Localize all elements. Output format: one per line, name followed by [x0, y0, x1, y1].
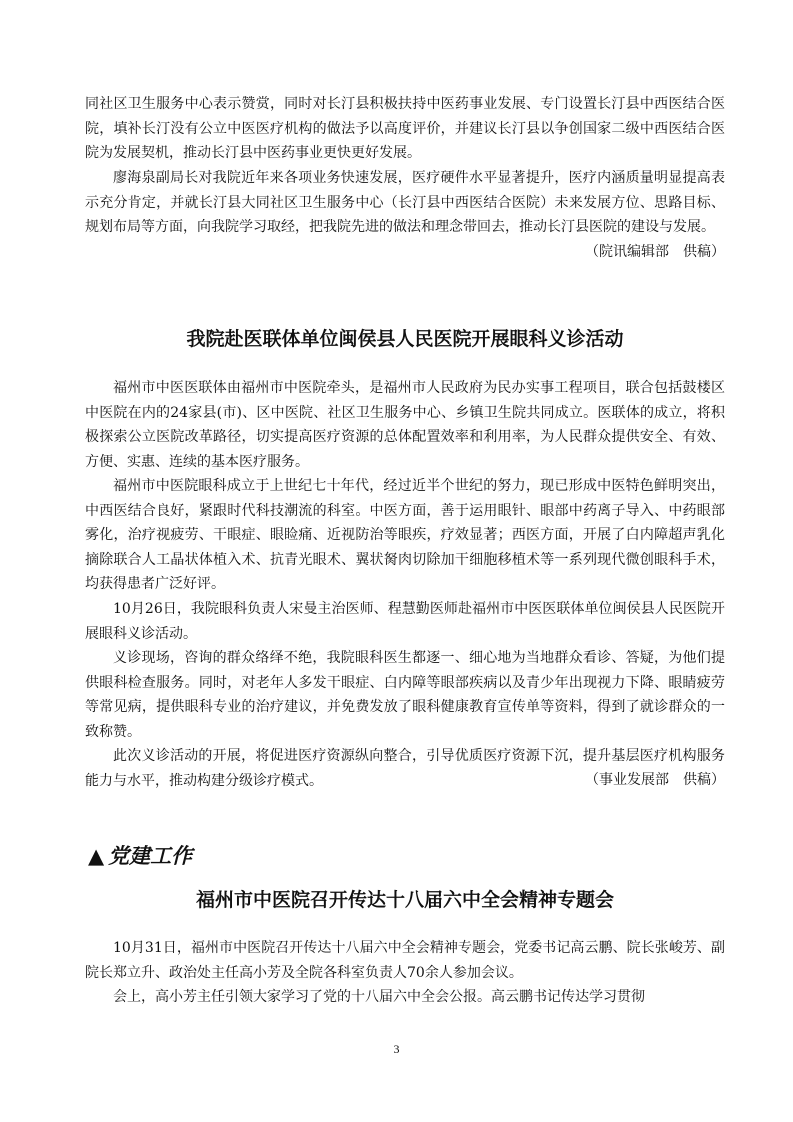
body-paragraph — [85, 166, 725, 240]
body-paragraph: 此次义诊活动的开展，将促进医疗资源纵向整合，引导优质医疗资源下沉，提升基层医疗机构服务能力与水平，推动构建分级诊疗模式。 — [85, 748, 725, 789]
paragraph-text: 廖海泉副局长对我院近年来各项业务快速发展，医疗硬件水平显著提升，医疗内涵质量明显提高表示充分肯定，并就长汀县大同社区卫生服务中心（长汀县中西医结合医院）未来发展方位、思路目标、规划布局等方面，向我院学习取经，把我院先进的做法和理念带回去，推动长汀县医院的建设与发展。 — [85, 170, 725, 235]
body-paragraph: 10月26日，我院眼科负责人宋曼主治医师、程慧勤医师赴福州市中医医联体单位闽侯县人民医院开展眼科义诊活动。 — [85, 601, 725, 642]
body-paragraph: 同社区卫生服务中心表示赞赏，同时对长汀县积极扶持中医药事业发展、专门设置长汀县中西医结合医院，填补长汀没有公立中医医疗机构的做法予以高度评价，并建议长汀县以争创国家二级中西医结合医院为发展契机，推动长汀县中医药事业更快更好发展。 — [85, 96, 725, 161]
body-paragraph: 义诊现场，咨询的群众络绎不绝，我院眼科医生都逐一、细心地为当地群众看诊、答疑，为他们提供眼科检查服务。同时，对老年人多发干眼症、白内障等眼部疾病以及青少年出现视力下降、眼睛疲劳等常见病，提供眼科专业的治疗建议，并免费发放了眼科健康教育宣传单等资料，得到了就诊群众的一致称赞。 — [85, 650, 725, 740]
article-title: 我院赴医联体单位闽侯县人民医院开展眼科义诊活动 — [186, 328, 624, 350]
article-title: 福州市中医院召开传达十八届六中全会精神专题会 — [195, 889, 614, 911]
body-paragraph: 10月31日，福州市中医院召开传达十八届六中全会精神专题会，党委书记高云鹏、院长张峻芳、副院长郑立升、政治处主任高小芳及全院各科室负责人70余人参加会议。 — [85, 940, 725, 981]
section-header — [88, 843, 192, 869]
section-label: 党建工作 — [108, 844, 193, 868]
article-credit: （事业发展部 供稿） — [585, 772, 725, 788]
body-paragraph: 福州市中医医联体由福州市中医院牵头，是福州市人民政府为民办实事工程项目，联合包括鼓楼区中医院在内的24家县(市)、区中医院、社区卫生服务中心、乡镇卫生院共同成立。医联体的成立，将积极探索公立医院改革路径，切实提高医疗资源的总体配置效率和利用率，为人民群众提供安全、有效、方便、实惠、连续的基本医疗服务。 — [85, 380, 725, 470]
body-paragraph: 会上，高小芳主任引领大家学习了党的十八届六中全会公报。高云鹏书记传达学习贯彻 — [113, 989, 645, 1005]
page-number: 3 — [393, 1042, 400, 1056]
article-credit: （院讯编辑部 供稿） — [585, 244, 725, 260]
body-paragraph: 福州市中医院眼科成立于上世纪七十年代，经过近半个世纪的努力，现已形成中医特色鲜明突出，中西医结合良好，紧跟时代科技潮流的科室。中医方面，善于运用眼针、眼部中药离子导入、中药眼部雾化，治疗视疲劳、干眼症、眼睑痛、近视防治等眼疾，疗效显著；西医方面，开展了白内障超声乳化摘除联合人工晶状体植入术、抗青光眼术、翼状胬肉切除加干细胞移植术等一系列现代微创眼科手术，均获得患者广泛好评。 — [85, 478, 725, 592]
triangle-marker-icon: ▲ — [88, 844, 105, 868]
